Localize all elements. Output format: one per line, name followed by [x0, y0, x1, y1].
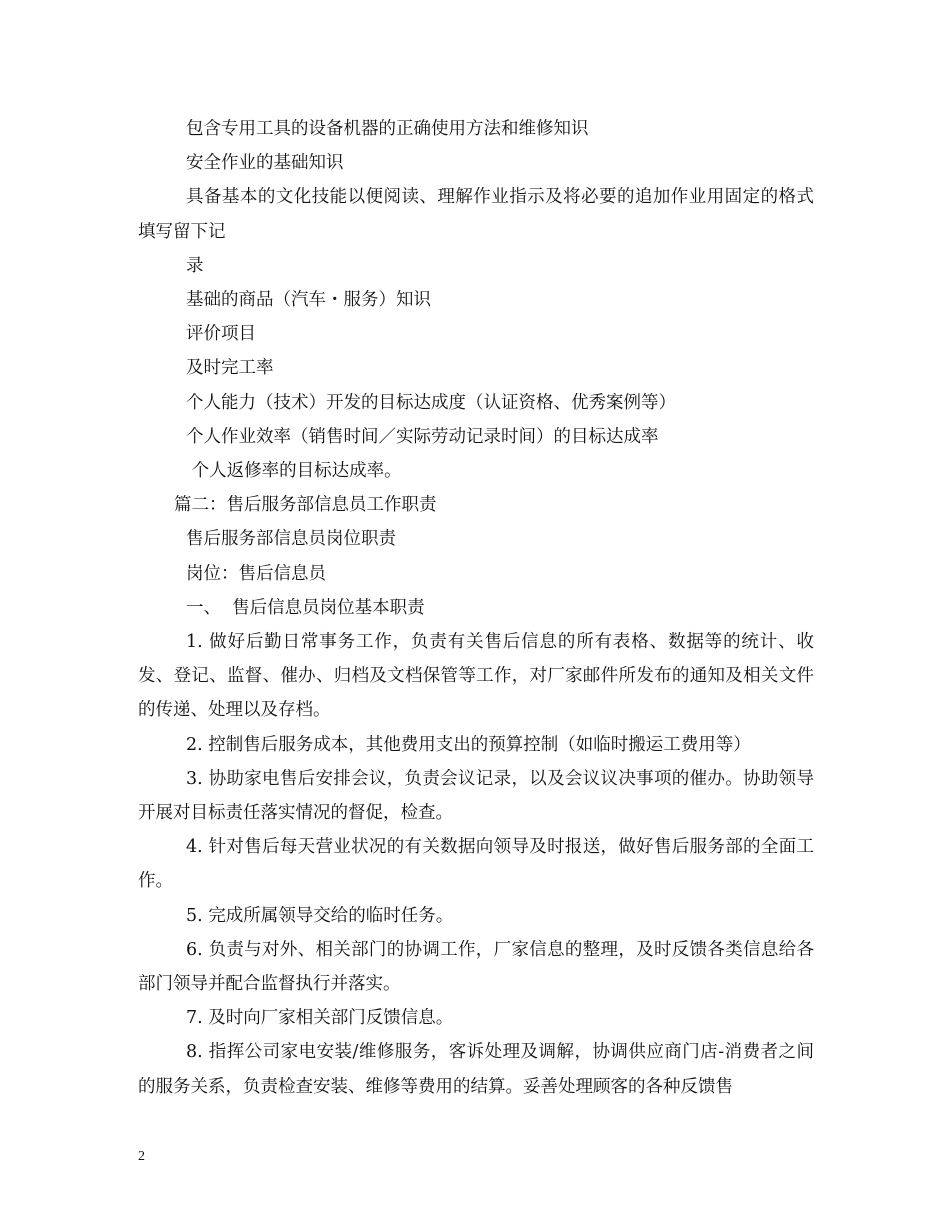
document-body: [138, 112, 814, 1104]
duty-item-7: 7. 及时向厂家相关部门反馈信息。: [186, 1008, 454, 1029]
page-number: 2: [138, 1149, 145, 1164]
paragraph-record: 录: [186, 255, 204, 276]
duty-item-1: 1. 做好后勤日常事务工作，负责有关售后信息的所有表格、数据等的统计、收发、登记、监督、催办、归档及文档保管等工作，对厂家邮件所发布的通知及相关文件的传递、处理以及存档。: [138, 632, 814, 721]
paragraph-tool-knowledge: 包含专用工具的设备机器的正确使用方法和维修知识: [186, 119, 589, 139]
section-heading: 篇二：售后服务部信息员工作职责: [174, 495, 437, 516]
duty-item-2: 2. 控制售后服务成本，其他费用支出的预算控制（如临时搬运工费用等）: [186, 734, 751, 755]
position-line: 岗位：售后信息员: [186, 563, 326, 584]
duty-item-8: 8. 指挥公司家电安装/维修服务，客诉处理及调解，协调供应商门店-消费者之间的服务关系，负责检查安装、维修等费用的结算。妥善处理顾客的各种反馈售: [138, 1042, 814, 1097]
paragraph-ability-development: 个人能力（技术）开发的目标达成度（认证资格、优秀案例等）: [186, 392, 676, 413]
paragraph-completion-rate: 及时完工率: [186, 358, 274, 379]
paragraph-cultural-skills: 具备基本的文化技能以便阅读、理解作业指示及将必要的追加作业用固定的格式填写留下记: [138, 187, 814, 242]
basic-duties-heading: 一、 售后信息员岗位基本职责: [186, 597, 425, 618]
duty-item-3: 3. 协助家电售后安排会议，负责会议记录，以及会议议决事项的催办。协助领导开展对目标责任落实情况的督促，检查。: [138, 768, 814, 824]
duty-item-6: 6. 负责与对外、相关部门的协调工作，厂家信息的整理，及时反馈各类信息给各部门领导并配合监督执行并落实。: [138, 939, 814, 995]
subheading-job-duties: 售后服务部信息员岗位职责: [186, 529, 396, 550]
paragraph-evaluation-items: 评价项目: [186, 324, 256, 345]
duty-item-5: 5. 完成所属领导交给的临时任务。: [186, 905, 454, 926]
paragraph-rework-rate: 个人返修率的目标达成率。: [186, 461, 402, 482]
paragraph-work-efficiency: 个人作业效率（销售时间／实际劳动记录时间）的目标达成率: [186, 426, 659, 447]
paragraph-safety-knowledge: 安全作业的基础知识: [186, 153, 344, 174]
paragraph-product-knowledge: 基础的商品（汽车・服务）知识: [186, 290, 431, 311]
duty-item-4: 4. 针对售后每天营业状况的有关数据向领导及时报送，做好售后服务部的全面工作。: [138, 837, 814, 892]
